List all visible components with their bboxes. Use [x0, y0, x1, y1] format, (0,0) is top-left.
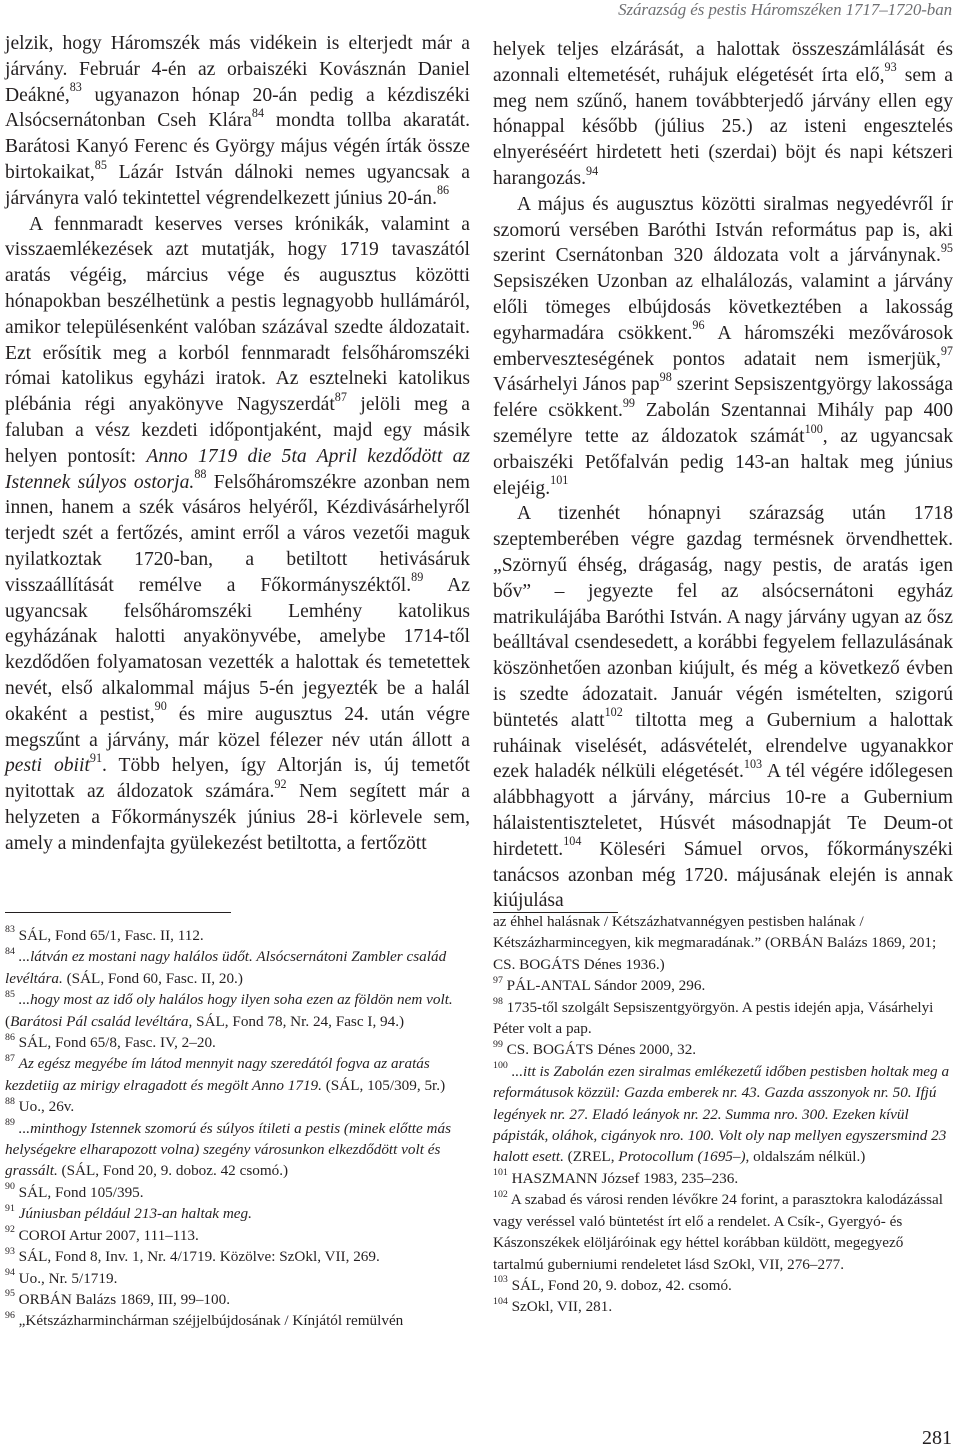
footnote: $^{91}$ Júniusban például 213-an haltak meg.: [5, 1202, 252, 1223]
paragraph: jelzik, hogy Háromszék más vidékein is elterjedt már a járvány. Február 4-én az orbaiszéki Kovásznán Daniel Deákné,$^{83}$ ugyanazon hónap 20-án pedig a kézdiszéki Alsócsernátonban Cseh Klára$^{84}$ mondta tollba akaratát. Barátosi Kanyó Ferenc és György május végén írták össze birtokaikat,$^{85}$ Lázár István dálnoki nemes ugyancsak a járványra való tekintettel végrendelkezett június 20-án.$^{86}$: [5, 33, 470, 209]
footnote: $^{89}$ ...minthogy Istennek szomorú és súlyos ítileti a pestis (minek előtte más helységekre elharapozott volna) szegény városunkon elkezdődött volt és grassált. (SÁL, Fond 20, 9. doboz. 42 csomó.): [5, 1117, 452, 1180]
footnote: $^{97}$ PÁL-ANTAL Sándor 2009, 296.: [493, 974, 706, 995]
page-number: 281: [922, 1427, 952, 1449]
paragraph: A május és augusztus közötti siralmas negyedévről ír szomorú versében Baróthi István református pap is, aki szerint Csernátonban 320 áldozata volt a járványnak.$^{95}$ Sepsiszéken Uzonban az elhalálozás, valamint a járvány előli tömeges elbújdosás következtében a lakosság egyharmadára csökkent.$^{96}$ A háromszéki mezővárosok emberveszteségének pontos adatait nem ismerjük,$^{97}$ Vásárhelyi János pap$^{98}$ szerint Sepsiszentgyörgy lakossága felére csökkent.$^{99}$ Zabolán Szentannai Mihály pap 400 személyre tette az áldozatok számát$^{100}$, az ugyancsak orbaiszéki Petőfalván pedig 143-an haltak meg június elejéig.$^{101}$: [493, 193, 954, 499]
footnotes-right: [493, 911, 953, 1318]
footnote: $^{92}$ COROI Artur 2007, 111–113.: [5, 1224, 199, 1244]
footnote: $^{96}$ „Kétszázharminchárman széjjelbújdosának / Kínjától remülvén: [5, 1309, 404, 1330]
footnote: $^{88}$ Uo., 26v.: [5, 1095, 75, 1116]
paragraph: A fennmaradt keserves verses krónikák, valamint a visszaemlékezések azt mutatják, hogy 1719 tavaszától aratás végéig, március vége és augusztus közötti hónapokban beszélhetünk a pestis legnagyobb hullámáról, amikor településenként valóban százával szedte áldozatait. Ezt erősítik meg a korból fennmaradt felsőháromszéki római katolikus egyházi iratok. Az esztelneki katolikus plébánia régi anyakönyve Nagyszerdát$^{87}$ jelöli meg a faluban a vész kezdeti időpontjaként, majd egy másik helyen pontosít: Anno 1719 die 5ta April kezdődött az Istennek súlyos ostorja.$^{88}$ Felsőháromszékre azonban nem innen, hanem a szék vásáros helyéről, Kézdivásárhelyről terjedt szét a fertőzés, amint erről a város vezetői maguk nyilatkoztak 1720-ban, a betiltott hetivásáruk visszaállítását remélve a Főkormányszéktől.$^{89}$ Az ugyancsak felsőháromszéki Lemhény katolikus egyházának halotti anyakönyvébe, amelybe 1714-től kezdődően folyamatosan vezették a halottak és temetettek nevét, első alkalommal május 5-én jegyezték be a halál okaként a pestist,$^{90}$ és mire augusztus 24. után végre megszűnt a járvány, már közel félezer név után állott a pesti obiit$^{91}$. Több helyen, így Altorján is, új temetőt nyitottak az áldozatok számára.$^{92}$ Nem segített már a helyzeten a Főkormányszék június 28-i körlevele sem, amely a mindenfajta gyülekezést betiltotta, a fertőzött: [5, 213, 470, 854]
footnote: $^{86}$ SÁL, Fond 65/8, Fasc. IV, 2–20.: [5, 1031, 216, 1052]
footnote: $^{90}$ SÁL, Fond 105/395.: [5, 1181, 144, 1201]
body-column-right: [493, 37, 953, 914]
footnote: $^{100}$ ...itt is Zabolán ezen siralmas emlékezetű időben pestisben holtak meg a reformátusok közzül: Gazda emberek nr. 43. Gazda asszonyok nr. 50. Ifjú legények nr. 27. Eladó leányok nr. 22. Summa nro. 300. Ezeken kívül pápisták, oláhok, cigányok nro. 100. Volt oly nap mellyen egyszersmind 23 halott esett. (ZREL, Protocollum (1695–), oldalszám nélkül.): [493, 1060, 950, 1166]
footnote: $^{93}$ SÁL, Fond 8, Inv. 1, Nr. 4/1719. Közölve: SzOkl, VII, 269.: [5, 1245, 380, 1266]
footnote: $^{102}$ A szabad és városi renden lévőkre 24 forint, a parasztokra kalodázással vagy veréssel való büntetést írt elő a rendelet. A Csík-, Gyergyó- és Kászonszékek elöljáróinak egy héttel korábban küldött, megegyező tartalmú guberniumi rendeletet lásd SzOkl, VII, 276–277.: [493, 1188, 944, 1273]
footnote: $^{99}$ CS. BOGÁTS Dénes 2000, 32.: [493, 1038, 697, 1059]
paragraph: helyek teljes elzárását, a halottak összeszámlálását és azonnali eltemetését, ruhájuk elégetését írta elő,$^{93}$ sem a meg nem szűnő, hanem továbbterjedő járvány ellen egy hónappal később (július 25.) az isteni engesztelés elnyeréséért hirdetett heti (szerdai) böjt és napi kétszeri harangozás.$^{94}$: [493, 39, 953, 189]
footnote: $^{95}$ ORBÁN Balázs 1869, III, 99–100.: [5, 1288, 231, 1308]
footnote: $^{94}$ Uo., Nr. 5/1719.: [5, 1266, 118, 1287]
footnote: $^{85}$ ...hogy most az idő oly halálos hogy ilyen soha ezen az földön nem volt. (Barátosi Pál család levéltára, SÁL, Fond 78, Nr. 24, Fasc I, 94.): [5, 988, 453, 1030]
footnotes-left: [5, 925, 470, 1332]
footnote: $^{104}$ SzOkl, VII, 281.: [493, 1295, 613, 1316]
footnote: $^{84}$ ...látván ez mostani nagy halálos üdőt. Alsócsernátoni Zambler család levéltára. (SÁL, Fond 60, Fasc. II, 20.): [5, 945, 447, 987]
footnote: $^{103}$ SÁL, Fond 20, 9. doboz, 42. csomó.: [493, 1274, 732, 1294]
paragraph: A tizenhét hónapnyi szárazság után 1718 szeptemberében végre gazdag termésnek örvendhettek. „Szörnyű éhség, drágaság, nagy pestis, de aratás igen bőv” – jegyezte fel az alsócsernátoni egyház matrikulájába Baróthi István. A nagy járvány ugyan az ősz beálltával csendesedett, a korábbi fegyelem fellazulásának köszönhetően azonban kiújult, és még a következő évben is szedte ádozatait. Január végén ismételten, szigorú büntetés alatt$^{102}$ tiltotta meg a Gubernium a halottak ruháinak viselését, adásvételét, elrendelve ugyanakkor ezek haladék nélküli elégetését.$^{103}$ A tél végére időlegesen alábbhagyott a járvány, március 10-re a Gubernium hálaistentiszteletet, Húsvét másodnapját Te Deum-ot hirdetett.$^{104}$ Köleséri Sámuel orvos, főkormányszéki tanácsos azonban még 1720. májusának elején is annak kiújulása: [493, 503, 953, 912]
running-header: Szárazság és pestis Háromszéken 1717–1720-ban: [618, 0, 952, 19]
footnote: $^{87}$ Az egész megyébe ím látod mennyit nagy szeredától fogva az aratás kezdetiig az mirigy elragadott és megölt Anno 1719. (SÁL, 105/309, 5r.): [5, 1052, 446, 1094]
footnote: $^{83}$ SÁL, Fond 65/1, Fasc. II, 112.: [5, 924, 204, 944]
footnote: $^{98}$ 1735-től szolgált Sepsiszentgyörgyön. A pestis idején apja, Vásárhelyi Péter volt a pap.: [493, 996, 934, 1038]
body-column-left: [5, 31, 470, 857]
footnote-rule: [5, 912, 231, 913]
footnote: az éhhel halásnak / Kétszázhatvannégyen pestisben halának / Kétszázharmincegyen, kik megmaradának.” (ORBÁN Balázs 1869, 201; CS. BOGÁTS Dénes 1936.): [493, 913, 937, 973]
footnote: $^{101}$ HASZMANN József 1983, 235–236.: [493, 1167, 739, 1187]
